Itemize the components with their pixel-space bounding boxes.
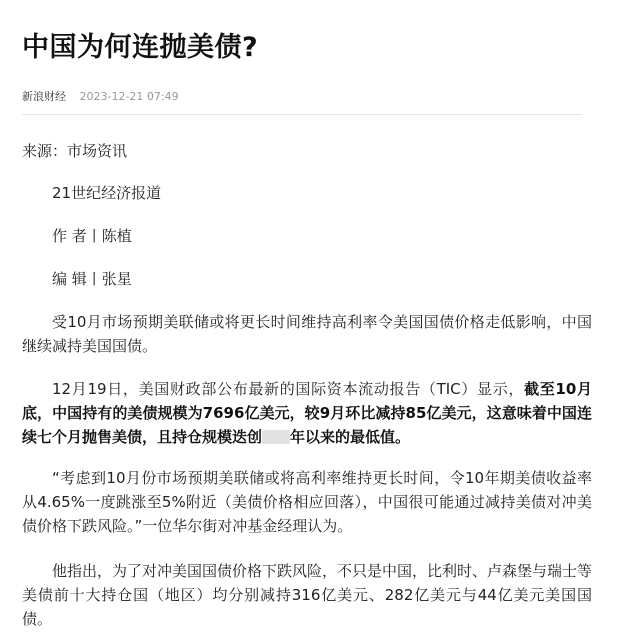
editor-line: 编 辑丨张星 xyxy=(52,270,132,288)
author-line: 作 者丨陈植 xyxy=(52,227,132,245)
paragraph-2-highlight: 截至10月底，中国持有的美债规模为7696亿美元，较9月环比减持85亿美元，这意味着中国连续七个月抛售美债，且持仓规模迭创 年以来的最低值。 xyxy=(22,380,592,446)
header-divider xyxy=(22,114,582,115)
article-meta xyxy=(22,88,179,104)
paragraph-1: 受10月市场预期美联储或将更长时间维持高利率令美国国债价格走低影响，中国继续减持美国国债。 xyxy=(22,313,592,355)
source-name[interactable]: 新浪财经 xyxy=(22,90,66,103)
publication-line: 21世纪经济报道 xyxy=(52,184,162,202)
blurred-text xyxy=(262,430,290,444)
paragraph-4: 他指出，为了对冲美国国债价格下跌风险，不只是中国，比利时、卢森堡与瑞士等美债前十大持仓国（地区）均分别减持316亿美元、282亿美元与44亿美元美国国债。 xyxy=(22,562,593,628)
article-title: 中国为何连抛美债? xyxy=(22,32,259,63)
publish-date: 2023-12-21 07:49 xyxy=(79,90,179,103)
source-line: 来源：市场资讯 xyxy=(22,142,128,160)
paragraph-2-lead: 12月19日，美国财政部公布最新的国际资本流动报告（TIC）显示， xyxy=(52,380,525,398)
paragraph-2 xyxy=(22,377,592,449)
paragraph-3: “考虑到10月份市场预期美联储或将高利率维持更长时间，令10年期美债收益率从4.65%一度跳涨至5%附近（美债价格相应回落），中国很可能通过减持美债对冲美债价格下跌风险。”一位华尔街对冲基金经理认为。 xyxy=(22,469,592,535)
